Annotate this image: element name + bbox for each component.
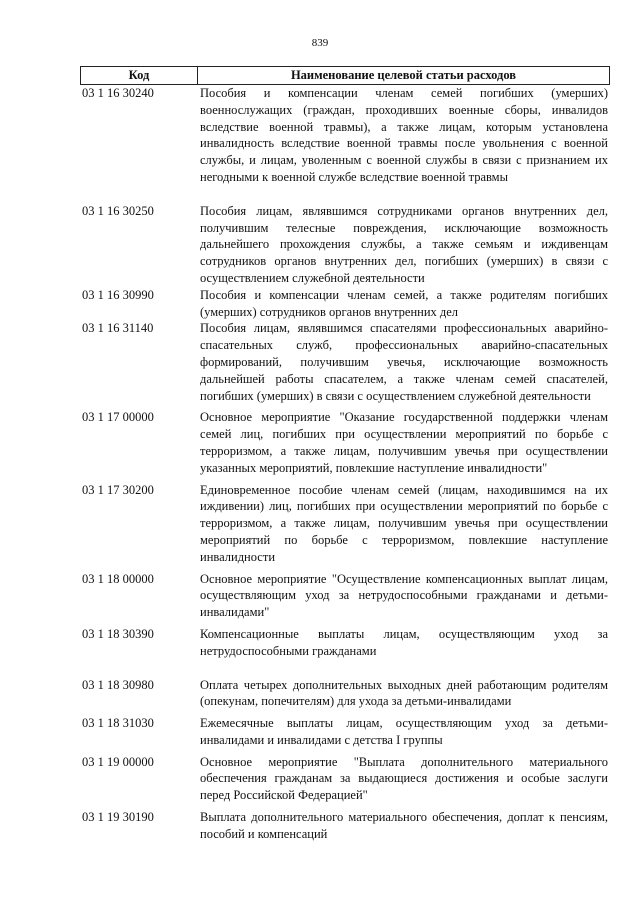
row-description: Пособия лицам, являвшимся сотрудниками органов внутренних дел, получившим телесные повреждения, исключающие возможность дальнейшего прохождения службы, а также семьям и иждивенцам сотрудников органов внутренних дел, погибших (умерших) в связи с осуществлением служебной деятельности [200, 203, 608, 285]
row-description: Пособия и компенсации членам семей, а также родителям погибших (умерших) сотрудников органов внутренних дел [200, 287, 608, 319]
table-row [80, 482, 610, 566]
row-description: Единовременное пособие членам семей (лицам, находившимся на их иждивении) лиц, погибших при осуществлении мероприятий по борьбе с терроризмом, а также лицам, получившим увечья при осуществлении мероприятий по борьбе с терроризмом, повлекшие наступление инвалидности [200, 482, 608, 564]
row-description: Пособия лицам, являвшимся спасателями профессиональных аварийно-спасательных служб, профессиональных аварийно-спасательных формирований, получившим увечья, исключающие возможность дальнейшей работы спасателем, а также членам семей спасателей, погибших (умерших) в связи с осуществлением служебной деятельности [200, 321, 608, 403]
column-header-name: Наименование целевой статьи расходов [290, 68, 517, 82]
row-code: 03 1 19 30190 [82, 810, 154, 825]
budget-items-table [80, 66, 610, 843]
table-row [80, 287, 610, 321]
table-row [80, 809, 610, 843]
row-description: Пособия и компенсации членам семей погибших (умерших) военнослужащих (граждан, проходивших военные сборы, инвалидов вследствие военной травмы), а также лицам, которым установлена инвалидность вследствие военной травмы после увольнения с военной службы, и лицам, уволенным с военной службы в связи с признанием их негодными к военной службе вследствие военной травмы [200, 86, 608, 184]
table-row [80, 320, 610, 404]
table-row [80, 677, 610, 711]
row-description: Ежемесячные выплаты лицам, осуществляющим уход за детьми-инвалидами и инвалидами с детства I группы [200, 716, 608, 747]
page-number: 839 [311, 37, 329, 49]
table-row [80, 203, 610, 287]
row-code: 03 1 16 31140 [82, 321, 154, 336]
row-code: 03 1 16 30250 [82, 203, 154, 218]
row-code: 03 1 18 30390 [82, 626, 154, 641]
table-row [80, 626, 610, 660]
row-code: 03 1 18 00000 [82, 571, 154, 586]
table-header [80, 66, 610, 85]
row-description: Основное мероприятие "Осуществление компенсационных выплат лицам, осуществляющим уход за нетрудоспособными гражданами и детьми-инвалидами" [200, 571, 608, 620]
row-code: 03 1 17 30200 [82, 482, 154, 497]
row-description: Компенсационные выплаты лицам, осуществляющим уход за нетрудоспособными гражданами [200, 626, 608, 658]
row-description: Основное мероприятие "Выплата дополнительного материального обеспечения гражданам за выдающиеся достижения и особые заслуги перед Российской Федерацией" [200, 754, 608, 803]
row-description: Основное мероприятие "Оказание государственной поддержки членам семей лиц, погибших при осуществлении мероприятий по борьбе с терроризмом, а также лицам, получившим увечья при осуществлении указанных мероприятий, повлекшие наступление инвалидности" [200, 410, 608, 475]
column-header-code: Код [81, 67, 198, 84]
row-code: 03 1 16 30240 [82, 86, 154, 100]
row-description: Оплата четырех дополнительных выходных дней работающим родителям (опекунам, попечителям) для ухода за детьми-инвалидами [200, 677, 608, 709]
table-row [80, 715, 610, 749]
row-code: 03 1 16 30990 [82, 287, 154, 302]
table-row [80, 571, 610, 621]
table-row [80, 85, 610, 186]
row-code: 03 1 19 00000 [82, 754, 154, 769]
row-code: 03 1 18 30980 [82, 677, 154, 692]
table-row [80, 409, 610, 476]
table-row [80, 754, 610, 804]
row-code: 03 1 17 00000 [82, 410, 154, 425]
row-description: Выплата дополнительного материального обеспечения, доплат к пенсиям, пособий и компенсаций [200, 810, 608, 841]
row-code: 03 1 18 31030 [82, 716, 154, 731]
